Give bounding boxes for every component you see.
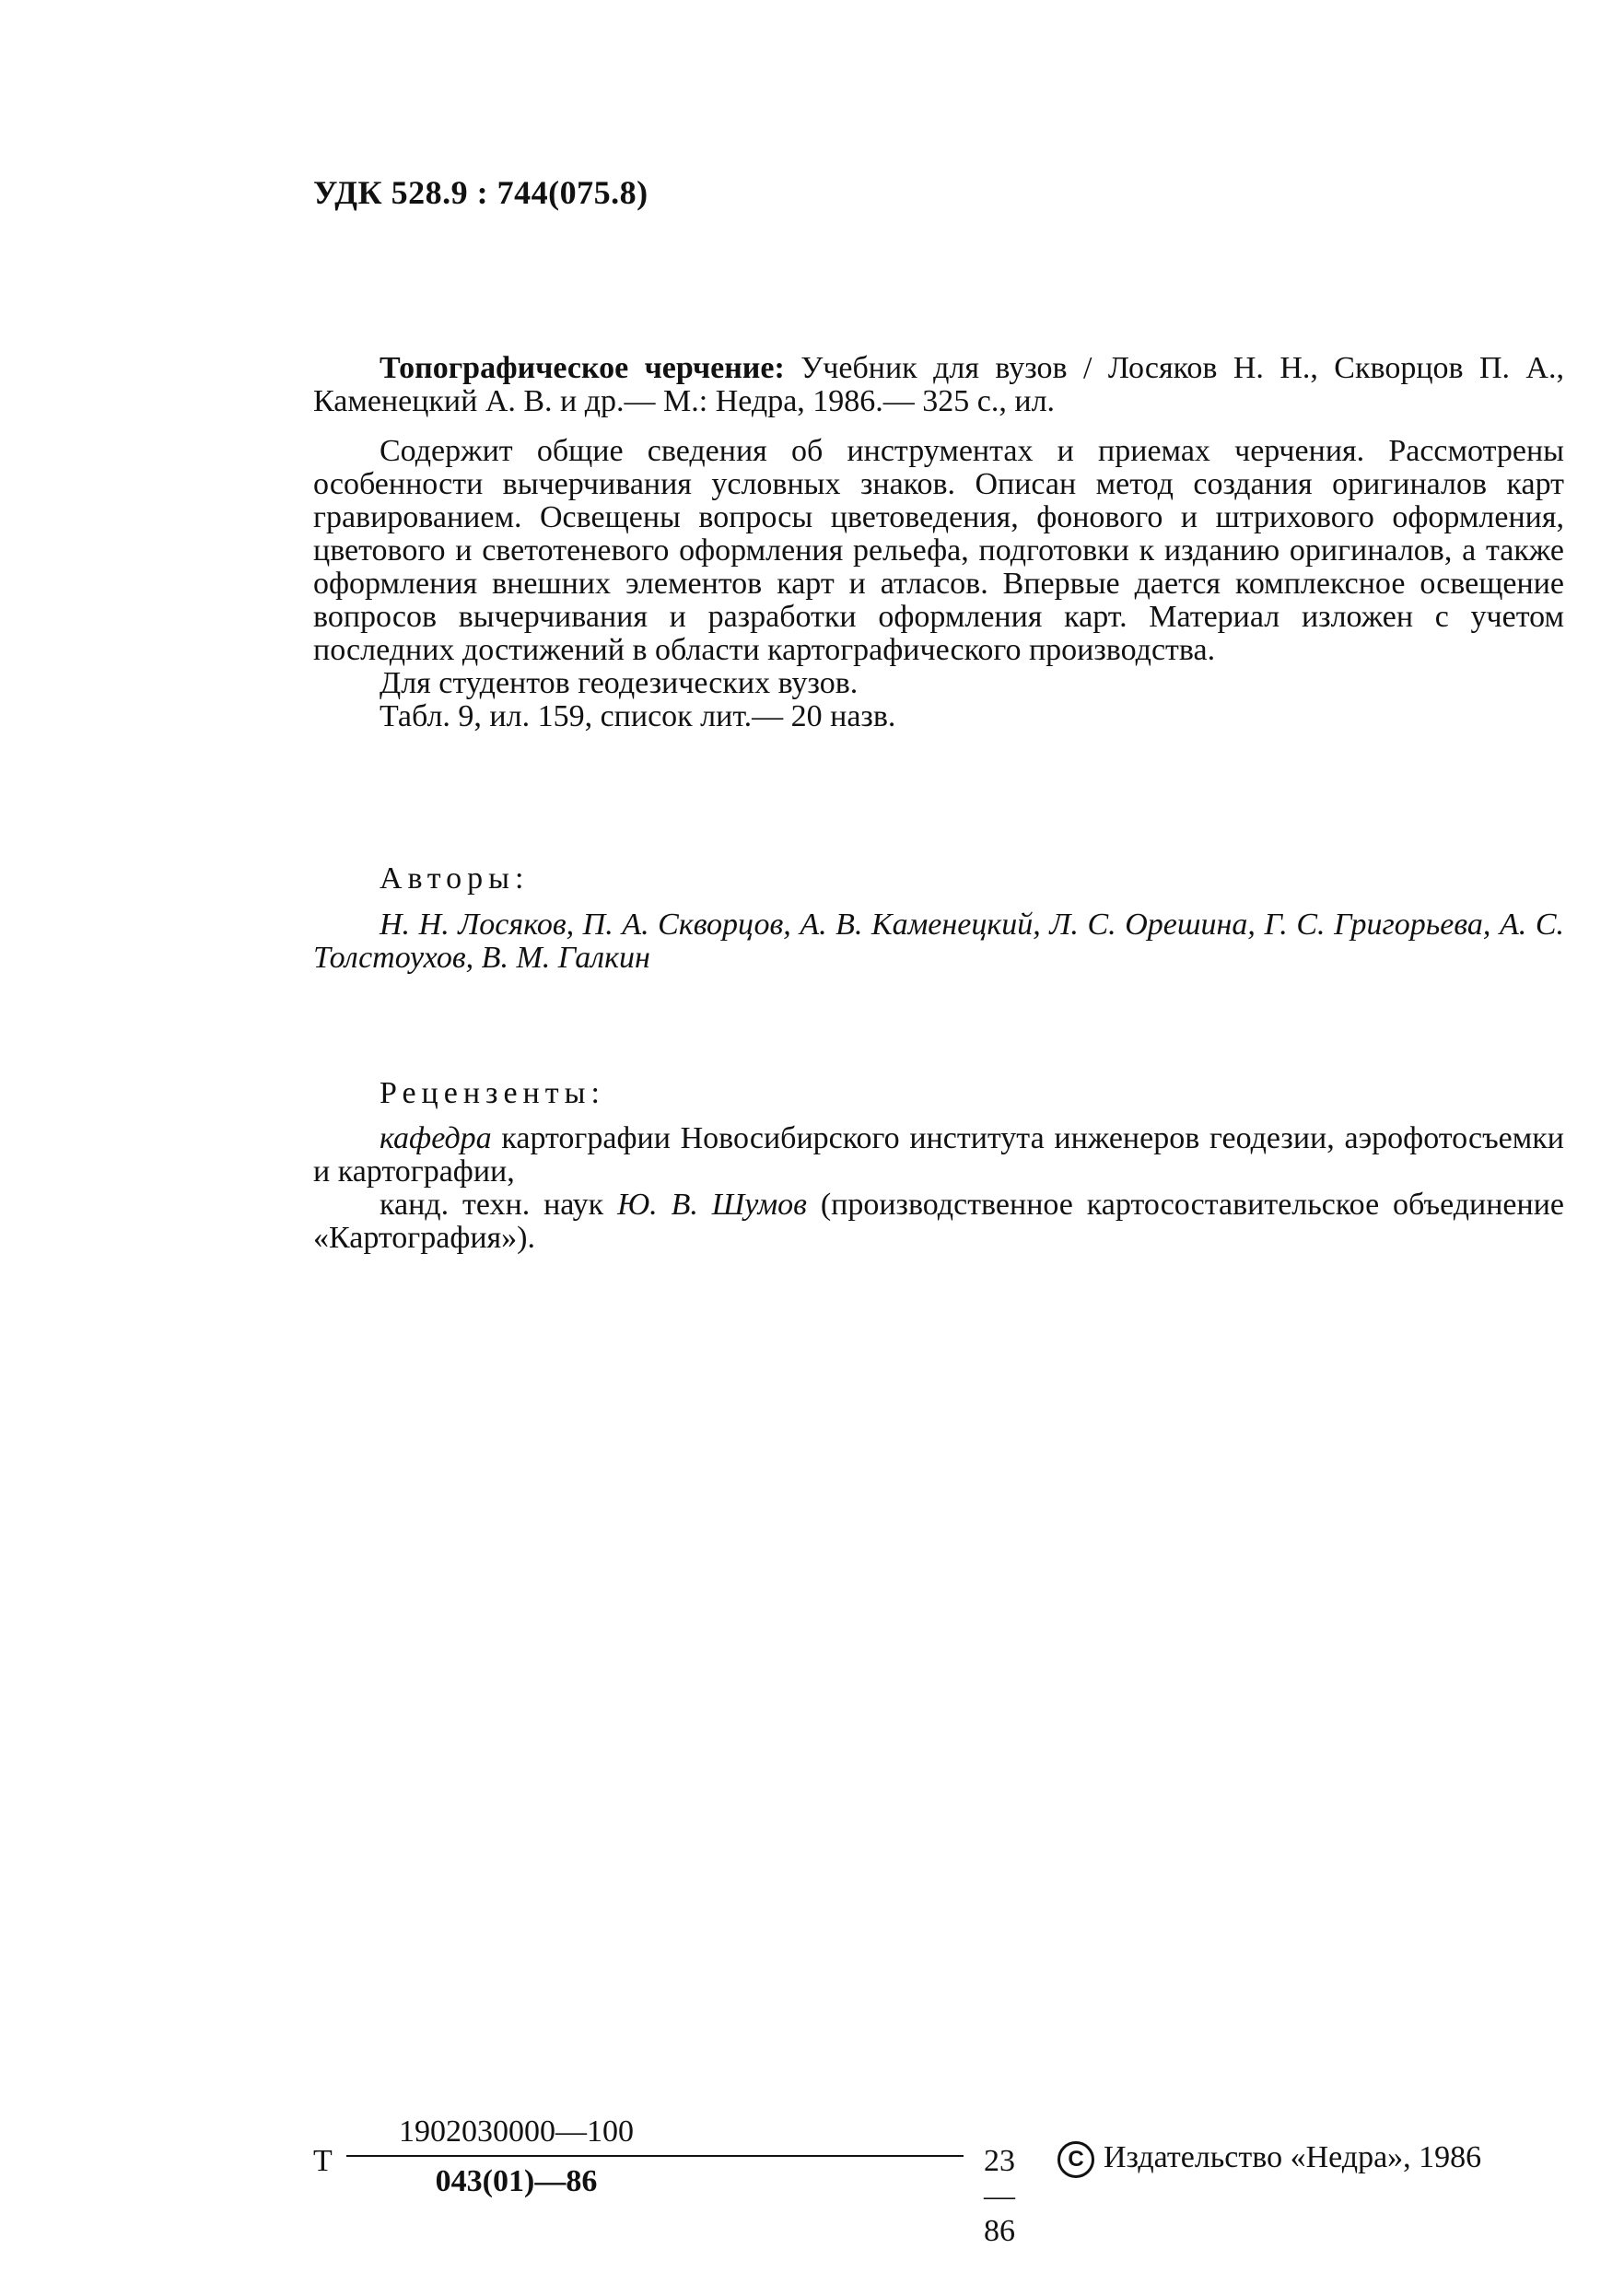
reviewer-second-degree: канд. техн. наук xyxy=(380,1188,618,1222)
book-title: Топографическое черчение: xyxy=(380,351,785,385)
copyright-notice xyxy=(1057,2140,1481,2178)
fraction-line xyxy=(346,2155,964,2157)
copyright-icon: C xyxy=(1057,2141,1094,2178)
reviewer-first-org: картографии Новосибирского института инженеров геодезии, аэрофотосъемки и картографии, xyxy=(313,1121,1564,1189)
abstract-stats: Табл. 9, ил. 159, список лит.— 20 назв. xyxy=(380,699,896,733)
bibliographic-entry xyxy=(313,352,1564,418)
authors-heading: Авторы: xyxy=(380,861,530,896)
index-code: 23—86 xyxy=(984,2144,1015,2248)
index-denominator: 043(01)—86 xyxy=(435,2164,598,2198)
authors-names: Н. Н. Лосяков, П. А. Скворцов, А. В. Каменецкий, Л. С. Орешина, Г. С. Григорьева, А. С. Толстоухов, В. М. Галкин xyxy=(313,908,1564,975)
authors-list xyxy=(313,908,1564,975)
publication-index xyxy=(313,2114,1015,2248)
abstract-audience: Для студентов геодезических вузов. xyxy=(380,666,859,700)
index-letter: Т xyxy=(313,2144,333,2178)
abstract xyxy=(313,435,1564,733)
reviewer-second-name: Ю. В. Шумов xyxy=(617,1188,807,1222)
reviewers-list xyxy=(313,1122,1564,1255)
reviewer-second xyxy=(313,1189,1564,1255)
reviewer-second-org: (производственное картосоставительское объединение «Картография»). xyxy=(313,1188,1564,1255)
bibliographic-details: Учебник для вузов / Лосяков Н. Н., Скворцов П. А., Каменецкий А. В. и др.— М.: Недра, 1986.— 325 с., ил. xyxy=(313,351,1564,418)
reviewers-heading: Рецензенты: xyxy=(380,1076,605,1110)
abstract-summary: Содержит общие сведения об инструментах и приемах черчения. Рассмотрены особенности вычерчивания условных знаков. Описан метод создания оригиналов карт гравированием. Освещены вопросы цветоведения, фонового и штрихового оформления, цветового и светотеневого оформления рельефа, подготовки к изданию оригиналов, а также оформления внешних элементов карт и атласов. Впервые дается комплексное освещение вопросов вычерчивания и разработки оформления карт. Материал изложен с учетом последних достижений в области картографического производства. xyxy=(313,434,1564,667)
udk-code: УДК 528.9 : 744(075.8) xyxy=(313,174,648,211)
reviewer-first-kind: кафедра xyxy=(380,1121,492,1155)
index-numerator: 1902030000—100 xyxy=(399,2114,634,2149)
copyright-text: Издательство «Недра», 1986 xyxy=(1104,2140,1482,2174)
reviewer-first xyxy=(313,1122,1564,1189)
